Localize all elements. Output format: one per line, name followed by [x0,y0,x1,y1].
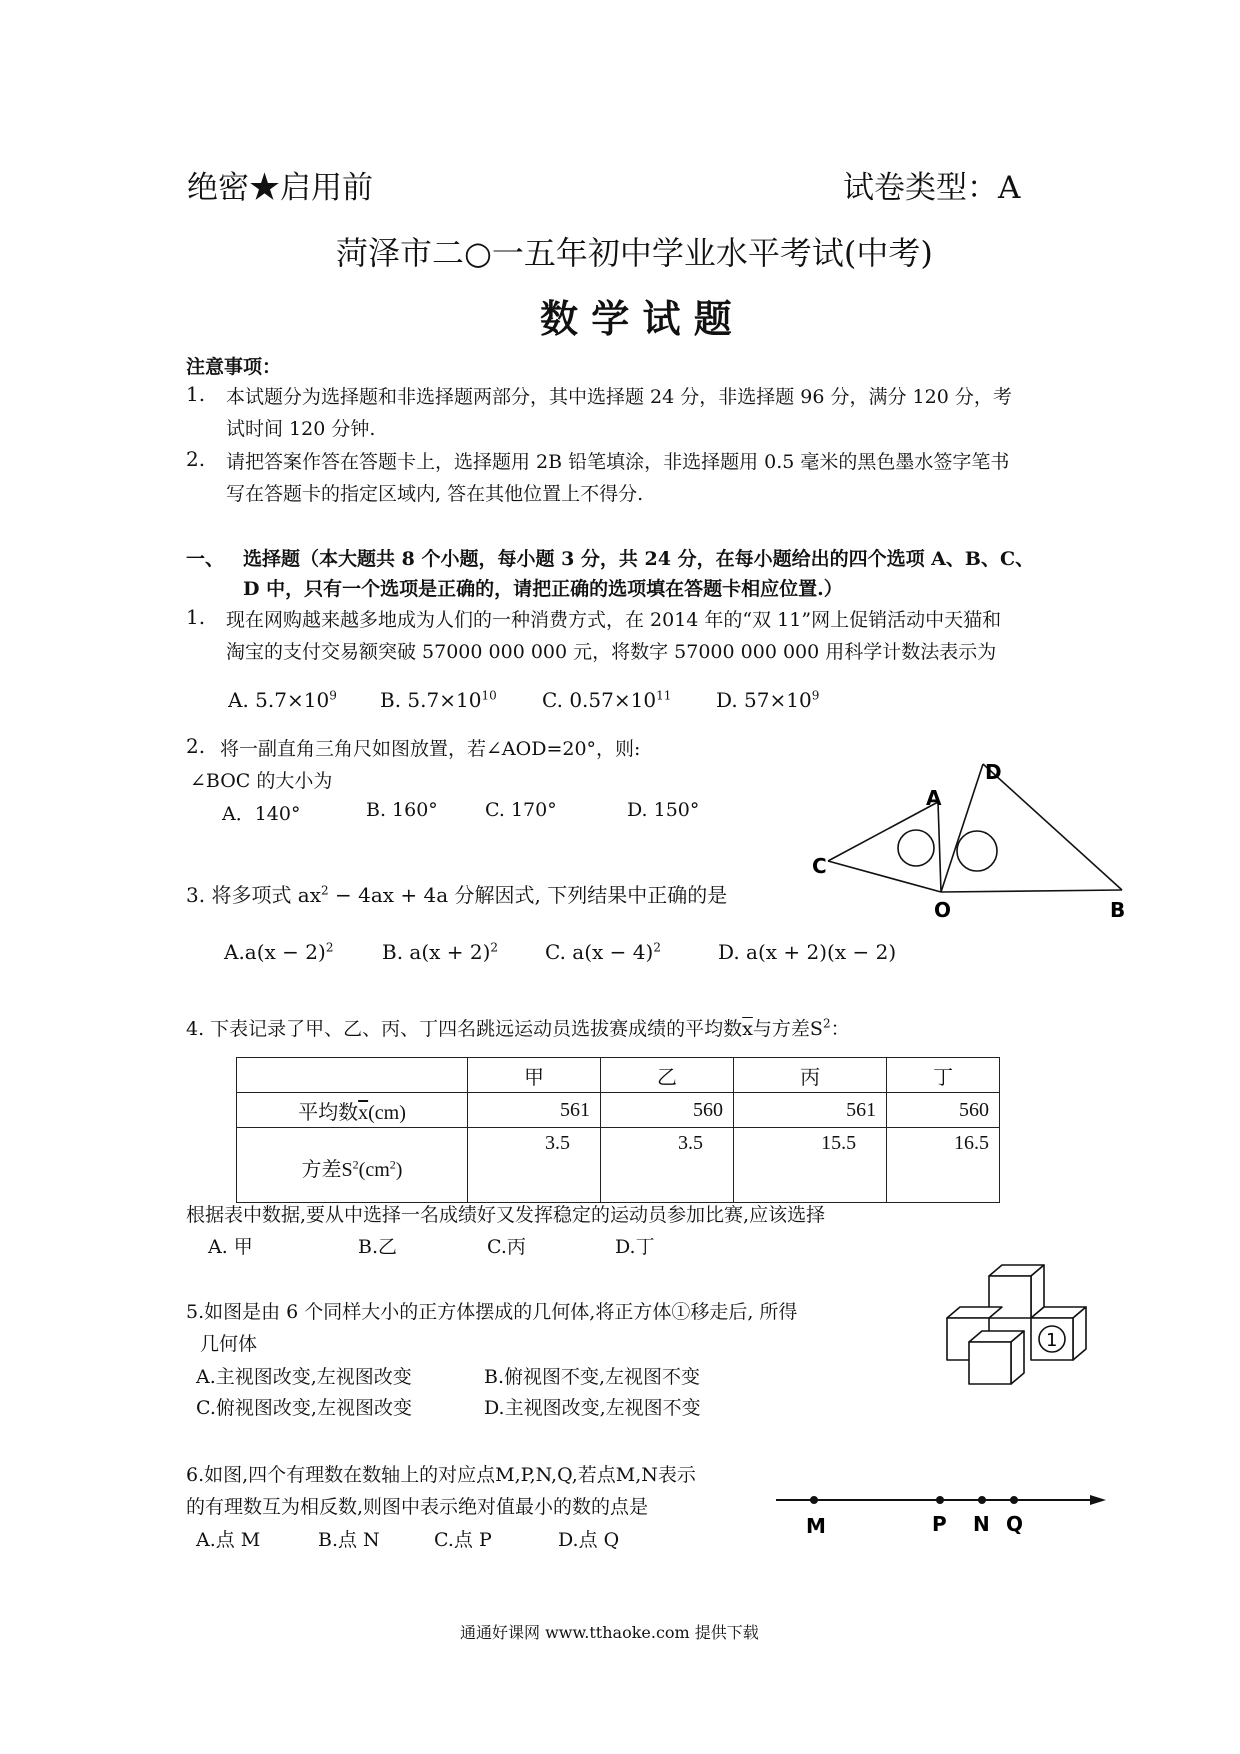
notice-item-2-line1: 请把答案作答在答题卡上，选择题用 2B 铅笔填涂，非选择题用 0.5 毫米的黑色墨水签字笔书 [226,451,1010,473]
table-cell: 16.5 [887,1128,1000,1203]
q4-option-d: D.丁 [615,1236,655,1258]
q6-option-d: D.点 Q [558,1529,620,1551]
q3-option-c: C. $a(x - 4)^2$ [545,940,661,964]
triangle-edge-db [983,764,1122,890]
notice-item-1-line1: 本试题分为选择题和非选择题两部分，其中选择题 24 分，非选择题 96 分，满分 120 分，考 [226,386,1012,408]
q2-option-c: C. 170° [485,799,557,821]
triangle-edge-ao [938,802,941,892]
table-row-variance [237,1128,1000,1203]
notice-item-1-line2: 试时间 120 分钟. [226,418,376,440]
point-n-label: N [973,1512,990,1536]
label-c: C [812,854,827,878]
q1-number: 1. [186,605,206,629]
q4-stem: 4. 下表记录了甲、乙、丙、丁四名跳远运动员选拔赛成绩的平均数$\overline{x}$与方差$S^2$： [186,1016,850,1040]
q2-option-d: D. 150° [627,799,700,821]
page-footer: 通通好课网 www.tthaoke.com 提供下载 [460,1623,759,1642]
triangle-figure [800,755,1130,925]
page-title: 菏泽市二○一五年初中学业水平考试(中考) [336,234,933,272]
section-line1: 选择题（本大题共 8 个小题，每小题 3 分，共 24 分，在每小题给出的四个选项 A、B、C、 [243,548,1035,570]
q1-option-b: B. $5.7\times 10^{10}$ [380,688,497,712]
q1-option-d: D. $57\times 10^9$ [716,688,820,712]
table-row-mean [237,1093,1000,1128]
q6-line1: 6.如图,四个有理数在数轴上的对应点M,P,N,Q,若点M,N表示 [186,1464,696,1486]
notice-heading: 注意事项： [186,356,282,378]
q1-line1: 现在网购越来越多地成为人们的一种消费方式，在 2014 年的“双 11”网上促销活动中天猫和 [226,609,1002,631]
notice-item-2-line2: 写在答题卡的指定区域内, 答在其他位置上不得分. [226,483,644,505]
q2-option-b: B. 160° [366,799,438,821]
q2-line2: ∠BOC 的大小为 [190,770,333,792]
q3-option-d: D. a(x + 2)(x − 2) [718,940,897,964]
triangle-edge-co [828,861,941,892]
right-triangle-hole [957,831,997,871]
header-right: 试卷类型：A [843,170,1021,206]
table-header-cell: 甲 [468,1058,601,1093]
table-header-cell: 丁 [887,1058,1000,1093]
table-header-cell: 丙 [734,1058,887,1093]
q4-option-b: B.乙 [358,1236,398,1258]
notice-item-2-num: 2. [186,447,206,471]
point-n-dot [978,1496,986,1504]
table-header-row [237,1058,1000,1093]
point-q-label: Q [1006,1512,1024,1536]
table-cell: 15.5 [734,1128,887,1203]
number-line-arrow [1090,1495,1106,1505]
label-a: A [926,786,942,810]
q3-option-a: $A.a(x - 2)^2$ [224,940,334,964]
page-subtitle: 数 学 试 题 [540,297,732,341]
q3-option-b: B. $a(x + 2)^2$ [382,940,499,964]
point-m-dot [810,1496,818,1504]
table-header-cell: 乙 [601,1058,734,1093]
q5-line2: 几何体 [200,1333,258,1355]
label-o: O [934,898,952,922]
label-b: B [1110,898,1126,922]
q5-line1: 5.如图是由 6 个同样大小的正方体摆成的几何体,将正方体①移走后, 所得 [186,1301,798,1323]
q4-option-c: C.丙 [487,1236,526,1258]
q6-option-b: B.点 N [318,1529,380,1551]
q1-line2: 淘宝的支付交易额突破 57000 000 000 元，将数字 57000 000 000 用科学计数法表示为 [226,641,997,663]
number-line-figure [770,1485,1110,1545]
table-cell: 561 [468,1093,601,1128]
q1-option-c: C. $0.57\times 10^{11}$ [542,688,672,712]
header-left: 绝密★启用前 [187,170,373,206]
q4-question: 根据表中数据,要从中选择一名成绩好又发挥稳定的运动员参加比赛,应该选择 [186,1204,826,1226]
table-cell: 3.5 [601,1128,734,1203]
table-corner-cell [237,1058,468,1093]
left-triangle-hole [898,830,934,866]
score-table [236,1057,1000,1203]
triangle-edge-ob [941,890,1122,892]
cube-front-face [969,1342,1011,1384]
table-row-label-mean: 平均数$\overline{x}(cm)$ [237,1093,468,1128]
q6-option-a: A.点 M [196,1529,261,1551]
q5-option-b: B.俯视图不变,左视图不变 [484,1366,701,1388]
triangle-edge-od [941,764,983,892]
label-d: D [985,760,1002,784]
cube-figure [935,1262,1095,1402]
q3-stem: 3. 将多项式 $ax^2 - 4ax + 4a$ 分解因式, 下列结果中正确的是 [186,883,728,907]
notice-item-1-num: 1. [186,382,206,406]
table-row-label-variance: 方差$S^2(cm^2)$ [237,1128,468,1203]
section-number: 一、 [186,548,225,570]
q1-option-a: A. $5.7\times 10^9$ [228,688,337,712]
table-cell: 560 [887,1093,1000,1128]
q2-number: 2. [186,734,206,758]
cube-number-label: 1 [1046,1330,1058,1351]
q5-option-c: C.俯视图改变,左视图改变 [196,1397,412,1419]
q6-line2: 的有理数互为相反数,则图中表示绝对值最小的数的点是 [186,1496,649,1518]
q4-option-a: A. 甲 [208,1236,253,1258]
section-line2: D 中，只有一个选项是正确的，请把正确的选项填在答题卡相应位置.） [243,578,843,600]
table-cell: 561 [734,1093,887,1128]
q6-option-c: C.点 P [434,1529,492,1551]
point-m-label: M [806,1514,826,1538]
q2-option-a: A．140° [222,803,301,825]
point-p-dot [936,1496,944,1504]
q2-line1: 将一副直角三角尺如图放置，若∠AOD=20°，则: [220,738,641,760]
point-p-label: P [932,1512,947,1536]
q5-option-a: A.主视图改变,左视图改变 [196,1366,412,1388]
point-q-dot [1010,1496,1018,1504]
q5-option-d: D.主视图改变,左视图不变 [484,1397,701,1419]
table-cell: 3.5 [468,1128,601,1203]
table-cell: 560 [601,1093,734,1128]
